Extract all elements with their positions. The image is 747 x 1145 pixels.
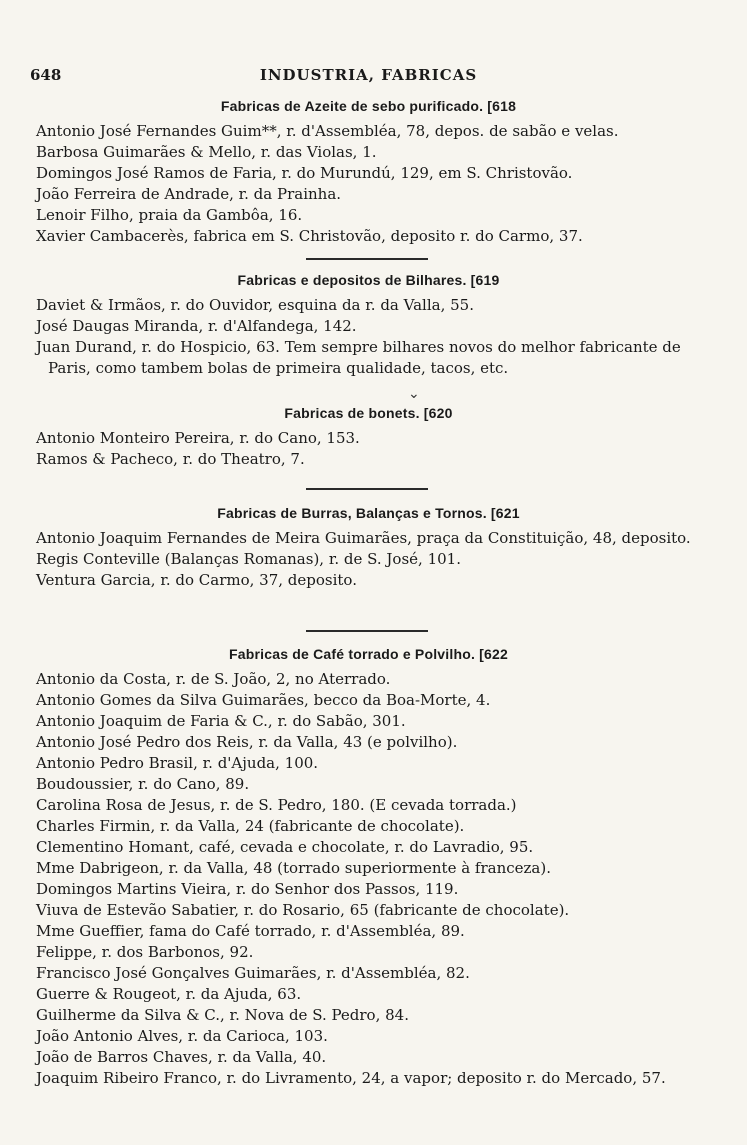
list-item: Antonio Joaquim de Faria & C., r. do Sabão, 301. <box>36 712 406 730</box>
list-item: José Daugas Miranda, r. d'Alfandega, 142. <box>36 317 357 335</box>
section-title: Fabricas de Burras, Balanças e Tornos. [621 <box>217 505 520 521</box>
section-divider <box>306 488 428 490</box>
list-item: Antonio Gomes da Silva Guimarães, becco da Boa-Morte, 4. <box>36 691 491 709</box>
section-azeite-de-sebo <box>30 98 707 247</box>
list-item: Guerre & Rougeot, r. da Ajuda, 63. <box>36 985 302 1003</box>
section-title: Fabricas de Azeite de sebo purificado. [618 <box>220 98 517 114</box>
list-item: Antonio José Pedro dos Reis, r. da Valla, 43 (e polvilho). <box>36 733 458 751</box>
list-item: Domingos José Ramos de Faria, r. do Murundú, 129, em S. Christovão. <box>36 164 573 182</box>
list-item: Juan Durand, r. do Hospicio, 63. Tem sempre bilhares novos do melhor fabricante de Paris, como tambem bolas de primeira qualidade, tacos, etc. <box>36 338 681 377</box>
page-number: 648 <box>30 66 62 84</box>
printers-mark: ⌄ <box>408 386 420 402</box>
section-title: Fabricas e depositos de Bilhares. [619 <box>237 272 500 288</box>
list-item: Carolina Rosa de Jesus, r. de S. Pedro, 180. (E cevada torrada.) <box>36 796 517 814</box>
list-item: Xavier Cambacerès, fabrica em S. Christovão, deposito r. do Carmo, 37. <box>36 227 583 245</box>
section-title: Fabricas de Café torrado e Polvilho. [622 <box>229 646 508 662</box>
list-item: Antonio José Fernandes Guim**, r. d'Assembléa, 78, depos. de sabão e velas. <box>36 122 619 140</box>
list-item: Barbosa Guimarães & Mello, r. das Violas, 1. <box>36 143 377 161</box>
list-item: Felippe, r. dos Barbonos, 92. <box>36 943 254 961</box>
section-cafe-torrado-polvilho <box>30 646 707 1089</box>
list-item: Lenoir Filho, praia da Gambôa, 16. <box>36 206 303 224</box>
list-item: Viuva de Estevão Sabatier, r. do Rosario, 65 (fabricante de chocolate). <box>36 901 570 919</box>
entry-list <box>30 428 707 470</box>
list-item: João Ferreira de Andrade, r. da Prainha. <box>36 185 342 203</box>
list-item: Charles Firmin, r. da Valla, 24 (fabricante de chocolate). <box>36 817 465 835</box>
running-title: INDUSTRIA, FABRICAS <box>259 66 478 84</box>
list-item: Daviet & Irmãos, r. do Ouvidor, esquina da r. da Valla, 55. <box>36 296 474 314</box>
section-burras-balancas-tornos <box>30 505 707 591</box>
list-item: Antonio Pedro Brasil, r. d'Ajuda, 100. <box>36 754 319 772</box>
list-item: Antonio da Costa, r. de S. João, 2, no Aterrado. <box>36 670 391 688</box>
entry-list <box>30 669 707 1089</box>
section-divider <box>306 258 428 260</box>
list-item: Ventura Garcia, r. do Carmo, 37, deposito. <box>36 571 357 589</box>
list-item: Guilherme da Silva & C., r. Nova de S. Pedro, 84. <box>36 1006 409 1024</box>
section-divider <box>306 630 428 632</box>
list-item: Regis Conteville (Balanças Romanas), r. de S. José, 101. <box>36 550 461 568</box>
section-bilhares <box>30 272 707 379</box>
list-item: Boudoussier, r. do Cano, 89. <box>36 775 250 793</box>
list-item: Clementino Homant, café, cevada e chocolate, r. do Lavradio, 95. <box>36 838 534 856</box>
list-item: Ramos & Pacheco, r. do Theatro, 7. <box>36 450 305 468</box>
list-item: João Antonio Alves, r. da Carioca, 103. <box>36 1027 328 1045</box>
list-item: Francisco José Gonçalves Guimarães, r. d'Assembléa, 82. <box>36 964 470 982</box>
list-item: Mme Dabrigeon, r. da Valla, 48 (torrado superiormente à franceza). <box>36 859 551 877</box>
list-item: Antonio Joaquim Fernandes de Meira Guimarães, praça da Constituição, 48, deposito. <box>36 529 691 547</box>
entry-list <box>30 121 707 247</box>
entry-list <box>30 528 707 591</box>
list-item: Joaquim Ribeiro Franco, r. do Livramento, 24, a vapor; deposito r. do Mercado, 57. <box>36 1069 666 1087</box>
list-item: João de Barros Chaves, r. da Valla, 40. <box>36 1048 327 1066</box>
list-item: Antonio Monteiro Pereira, r. do Cano, 153. <box>36 429 360 447</box>
entry-list <box>30 295 707 379</box>
section-title: Fabricas de bonets. [620 <box>284 405 453 421</box>
list-item: Mme Gueffier, fama do Café torrado, r. d'Assembléa, 89. <box>36 922 465 940</box>
list-item: Domingos Martins Vieira, r. do Senhor dos Passos, 119. <box>36 880 459 898</box>
section-bonets <box>30 405 707 470</box>
running-head <box>30 66 707 86</box>
